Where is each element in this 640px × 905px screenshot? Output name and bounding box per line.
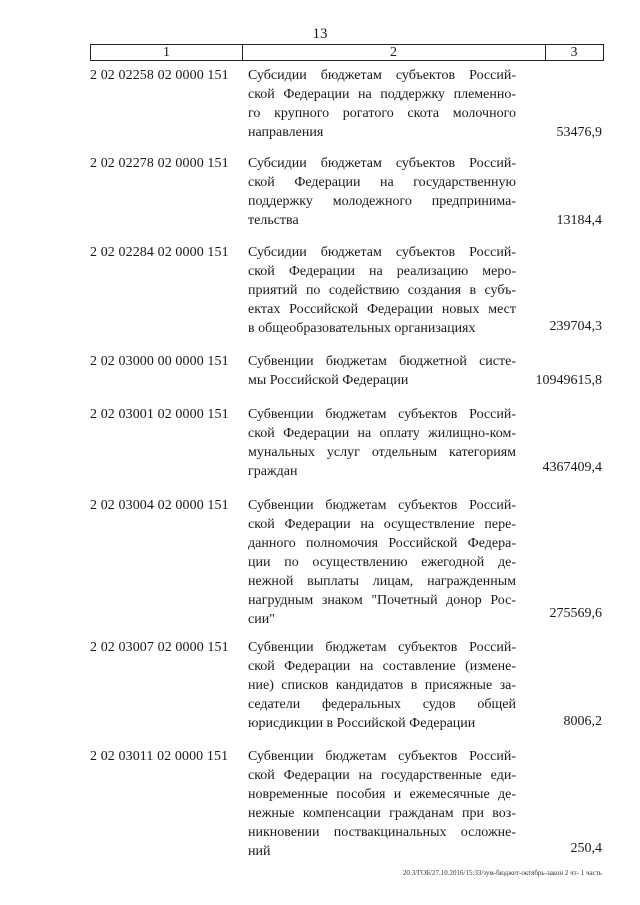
- row-description: [248, 747, 516, 861]
- description-line: Субсидии бюджетам субъектов Россий-: [248, 156, 516, 171]
- description-line: Субвенции бюджетам субъектов Россий-: [248, 640, 516, 655]
- description-line: Субвенции бюджетам субъектов Россий-: [248, 749, 516, 764]
- row-description: [248, 496, 516, 629]
- header-col-2: 2: [242, 45, 546, 60]
- table-header-row: [90, 44, 604, 61]
- row-amount: 10949615,8: [535, 373, 602, 388]
- description-line: в общеобразовательных организациях: [248, 321, 476, 336]
- description-line: нежные компенсации гражданам при воз-: [248, 806, 516, 821]
- description-line: ний: [248, 844, 271, 859]
- row-description: [248, 243, 516, 338]
- description-line: ции по осуществлению ежегодной де-: [248, 555, 516, 570]
- description-line: мунальных услуг отдельным категориям: [248, 445, 516, 460]
- description-line: Субвенции бюджетам субъектов Россий-: [248, 407, 516, 422]
- description-line: ской Федерации на государственную: [248, 175, 516, 190]
- budget-code: 2 02 03011 02 0000 151: [90, 749, 229, 764]
- description-line: новременные пособия и ежемесячные де-: [248, 787, 516, 802]
- description-line: ской Федерации на составление (измене-: [248, 659, 516, 674]
- description-line: Субсидии бюджетам субъектов Россий-: [248, 245, 516, 260]
- description-line: юрисдикции в Российской Федерации: [248, 716, 476, 731]
- budget-code: 2 02 02284 02 0000 151: [90, 245, 229, 260]
- budget-code: 2 02 03007 02 0000 151: [90, 640, 229, 655]
- description-line: Субвенции бюджетам субъектов Россий-: [248, 498, 516, 513]
- row-description: [248, 638, 516, 733]
- description-line: никновении поствакцинальных осложне-: [248, 825, 516, 840]
- row-amount: 250,4: [570, 841, 602, 856]
- description-line: ние) списков кандидатов в присяжные за-: [248, 678, 516, 693]
- description-line: Субвенции бюджетам бюджетной систе-: [248, 354, 516, 369]
- row-description: [248, 405, 516, 481]
- description-line: граждан: [248, 464, 298, 479]
- description-line: Субсидии бюджетам субъектов Россий-: [248, 68, 516, 83]
- row-description: [248, 66, 516, 142]
- footer-note: 20.3/ГОБ/27.10.2016/15:33/зум-бюджет-октябрь-закон 2 чт- 1 часть: [402, 869, 602, 877]
- description-line: ской Федерации на осуществление пере-: [248, 517, 516, 532]
- description-line: го крупного рогатого скота молочного: [248, 106, 516, 121]
- budget-code: 2 02 03001 02 0000 151: [90, 407, 229, 422]
- row-description: [248, 352, 516, 390]
- description-line: мы Российской Федерации: [248, 373, 409, 388]
- budget-code: 2 02 03000 00 0000 151: [90, 354, 229, 369]
- description-line: поддержку молодежного предпринима-: [248, 194, 516, 209]
- header-col-1: 1: [91, 45, 243, 60]
- description-line: ской Федерации на оплату жилищно-ком-: [248, 426, 516, 441]
- description-line: ской Федерации на реализацию меро-: [248, 264, 516, 279]
- description-line: нежной выплаты лицам, награжденным: [248, 574, 516, 589]
- row-amount: 239704,3: [549, 319, 602, 334]
- description-line: приятий по содействию создания в субъ-: [248, 283, 516, 298]
- description-line: ской Федерации на государственные еди-: [248, 768, 516, 783]
- description-line: направления: [248, 125, 324, 140]
- description-line: ектах Российской Федерации новых мест: [248, 302, 516, 317]
- row-amount: 53476,9: [556, 125, 602, 140]
- budget-code: 2 02 02258 02 0000 151: [90, 68, 229, 83]
- description-line: данного полномочия Российской Федера-: [248, 536, 516, 551]
- description-line: седатели федеральных судов общей: [248, 697, 516, 712]
- page-number: 13: [312, 26, 328, 42]
- row-description: [248, 154, 516, 230]
- description-line: тельства: [248, 213, 299, 228]
- header-col-3: 3: [570, 45, 578, 60]
- row-amount: 8006,2: [563, 714, 602, 729]
- description-line: ской Федерации на поддержку племенно-: [248, 87, 516, 102]
- budget-code: 2 02 03004 02 0000 151: [90, 498, 229, 513]
- budget-code: 2 02 02278 02 0000 151: [90, 156, 229, 171]
- row-amount: 13184,4: [556, 213, 602, 228]
- description-line: нагрудным знаком "Почетный донор Рос-: [248, 593, 516, 608]
- row-amount: 275569,6: [549, 606, 602, 621]
- description-line: сии": [248, 612, 275, 627]
- row-amount: 4367409,4: [542, 460, 602, 475]
